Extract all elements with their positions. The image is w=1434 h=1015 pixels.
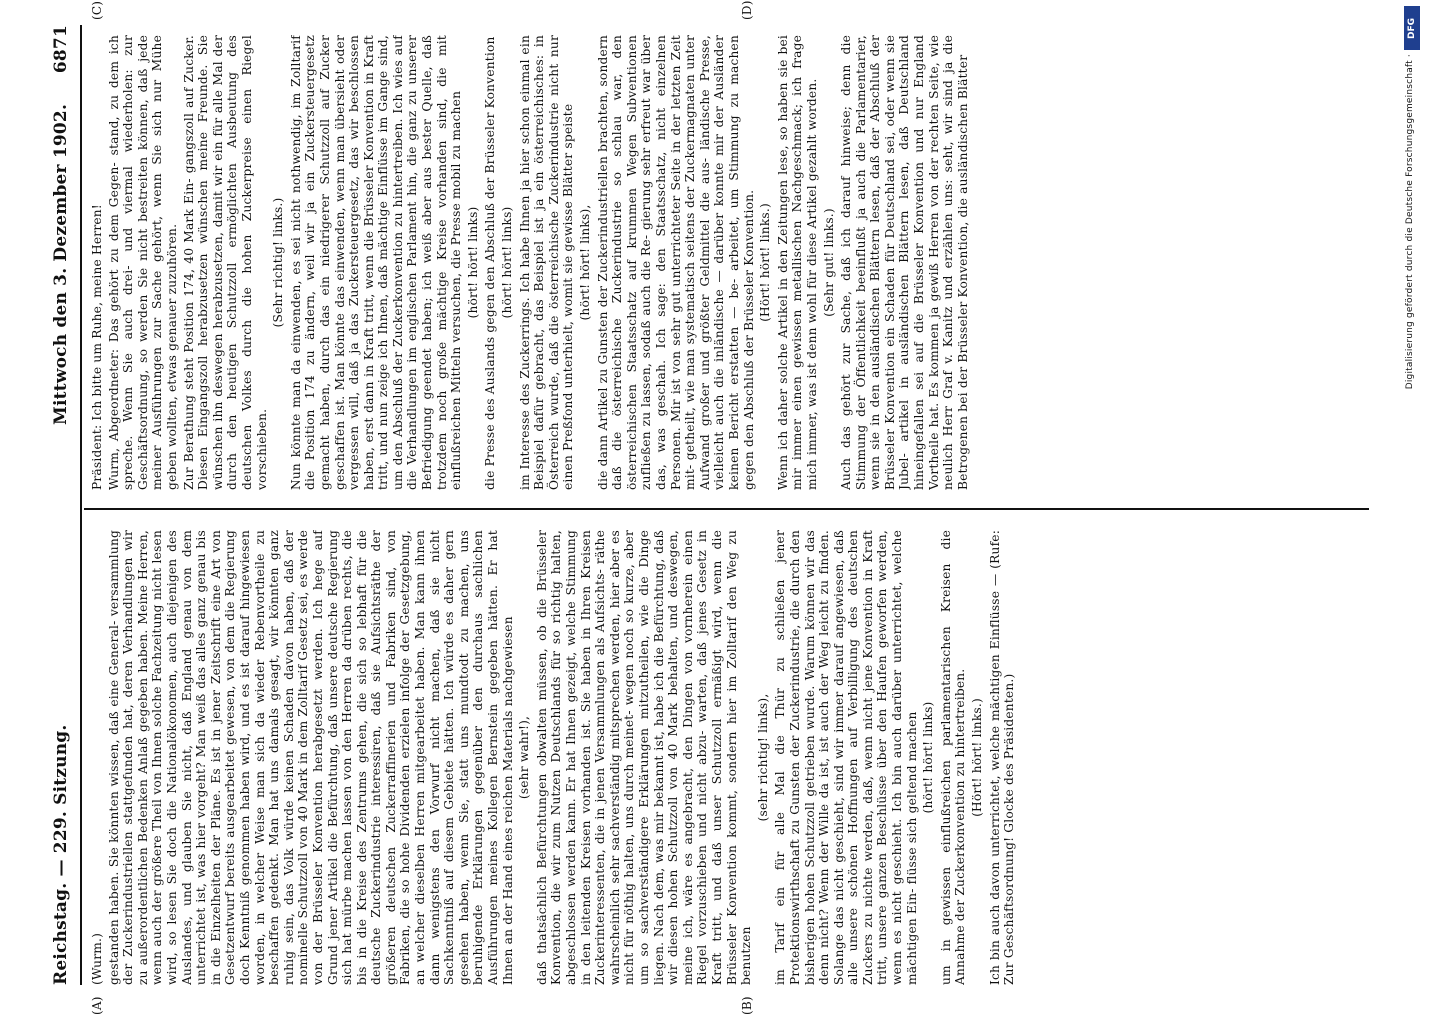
paragraph: Auch das gehört zur Sache, daß ich darauf hinweise; denn die Stimmung der Öffentlichkeit beeinflußt ja auch die Parlamentarier, wenn sie in den ausländischen Blättern lesen, daß der Abschluß der Brüsseler Konvention ein Schaden für Deutschland sei, oder wenn sie Jubel- artikel in ausländischen Blättern lesen, daß Deutschland hineingefallen sei auf die Brüsseler Konvention und nur England Vortheile hat. Es kommen ja gewiß Herren von der rechten Seite, wie neulich Herr Graf v. Kanitz und erzählen uns: seht, wir sind ja die Betrogenen bei der Brüsseler Konvention, die ausländischen Blätter [839,35,970,490]
margin-marker-b: (B) [740,996,754,1015]
paragraph: Ich bin auch davon unterrichtet, welche mächtigen Einflüsse — (Rufe: Zur Geschäftsordnung! Glocke des Präsidenten.) [987,530,1017,985]
digitization-credit: Digitalisierung gefördert durch die Deutsche Forschungsgemeinschaft · [1405,54,1415,390]
interjection: (Hört! hört! links.) [970,698,985,817]
header-date: Mittwoch den 3. Dezember 1902. [51,103,71,425]
digitization-sidebar [1404,6,1428,996]
paragraph: um in gewissen einflußreichen parlamentarischen Kreisen die Annahme der Zuckerkonvention zu hintertreiben. [938,530,968,985]
interjection: (Hört! hört! links.) [758,203,773,322]
header-session: Reichstag. — 229. Sitzung. [51,724,71,985]
right-column [90,35,1360,490]
paragraph: Nun könnte man da einwenden, es sei nicht nothwendig, im Zolltarif die Position 174 zu ändern, weil wir ja ein Zuckersteuergesetz gemacht haben, durch das ein niedrigerer Schutzzoll auf Zucker geschaffen ist. Man könnte das einwenden, wenn man übersieht oder vergessen will, daß ja das Zuckersteuergesetz, das wir beschlossen haben, erst dann in Kraft tritt, wenn die Brüsseler Konvention in Kraft tritt, und nun zeige ich Ihnen, daß mächtige Einflüsse im Gange sind, um den Abschluß der Zuckerkonvention zu hintertreiben. Ich wies auf die Verhandlungen im englischen Parlament hin, die ganz zu unserer Befriedigung geendet haben; ich weiß aber aus bester Quelle, daß trotzdem noch große mächtige Kreise vorhanden sind, die mit einflußreichen Mitteln versuchen, die Presse mobil zu machen [288,35,464,490]
page-number: 6871 [51,25,71,74]
interjection: (hört! hört! links) [500,206,515,319]
paragraph: die dann Artikel zu Gunsten der Zuckerindustriellen brachten, sondern daß die österreichische Zuckerindustrie so schlau war, den österreichischen Staatsschatz auf krummen Wegen Subventionen zufließen zu lassen, sodaß auch die Re- gierung sehr erfreut war über das, was geschah. Ich sage: den Staatsschatz, nicht einzelnen Personen. Mir ist von sehr gut unterrichteter Seite in der letzten Zeit mit- getheilt, wie man systematisch seitens der Zuckermagnaten unter Aufwand großer und größter Geldmittel die aus- ländische Presse, vielleicht auch die inländische — darüber konnte mir der Ausländer keinen Bericht erstatten — be- arbeitet, um Stimmung zu machen gegen den Abschluß der Brüsseler Konvention. [595,35,756,490]
interjection: (sehr wahr!), [517,715,532,800]
margin-marker-d: (D) [740,0,754,20]
dfg-logo-icon: DFG [1404,6,1420,50]
paragraph: Präsident: Ich bitte um Ruhe, meine Herren! [90,204,104,490]
paragraph: Zur Berathung steht Position 174, 40 Mark Ein- gangszoll auf Zucker. Diesen Eingangszoll herabzusetzen wünschen meine Freunde. Sie wünschen ihn deswegen herabzusetzen, damit wir ein für alle Mal der durch den heutigen Schutzzoll ermöglichten Ausbeutung des deutschen Volkes durch die hohen Zuckerpreise einen Riegel vorschieben. [181,35,269,490]
paragraph: gestanden haben. Sie könnten wissen, daß eine General- versammlung der Zuckerindustriellen stattgefunden hat, deren Verhandlungen wir zu außerordentlichen Bedenken Anlaß gegeben haben. Meine Herren, wenn auch der größere Theil von Ihnen solche Fachzeitung nicht lesen wird, so lesen Sie doch die Nationalökonomen, auch diejenigen des Auslandes, und glauben Sie nicht, daß England genau von dem unterrichtet ist, was hier vorgeht? Man weiß das alles ganz genau bis in die Einzelheiten der Pläne. Es ist in jener Zeitschrift eine Art von Gesetzentwurf bereits ausgearbeitet gewesen, von dem die Regierung doch Kenntniß genommen haben wird, und es ist darauf hingewiesen worden, in welcher Weise man sich da wieder Rebenvortheile zu beschaffen gedenkt. Man hat uns damals gesagt, wir könnten ganz ruhig sein, das Volk würde keinen Schaden davon haben, daß der nominelle Schutzzoll von 40 Mark in dem Zolltarif Gesetz sei, es werde von der Brüsseler Konvention herabgesetzt werden. Ich hege auf Grund jener Artikel die Befürchtung, daß unsere deutsche Regierung sich hat mürbe machen lassen von den Herren da drüben rechts, die bis in die Kreise des Zentrums gehen, die sich so lebhaft für die deutsche Zuckerindustrie interessiren, daß sie Aufsichtsräthe der größeren deutschen Zuckerraffinerien und Fabriken sind, von Fabriken, die so hohe Dividenden erzielen infolge der Gesetzgebung, an welcher dieselben Herren mitgearbeitet haben. Man kann ihnen dann wenigstens den Vorwurf nicht machen, daß sie nicht Sachkenntniß auf diesem Gebiete hätten. Ich würde es daher gern gesehen haben, wenn Sie, statt uns mundtodt zu machen, uns beruhigende Erklärungen gegenüber den durchaus sachlichen Ausführungen meines Kollegen Bernstein gegeben hätten. Er hat Ihnen an der Hand eines reichen Materials nachgewiesen [106,530,515,985]
interjection: (Sehr richtig! links.) [271,197,286,328]
column-divider [84,508,1369,510]
paragraph: die Presse des Auslands gegen den Abschluß der Brüsseler Konvention [483,36,498,490]
paragraph: im Tarif ein für alle Mal die Thür zu schließen jener Protektionswirthschaft zu Gunsten der Zuckerindustrie, die durch den bisherigen hohen Schutzzoll getrieben wurde. Warum können wir das denn nicht? Wenn der Wille da ist, ist auch der Weg leicht zu finden. Solange das nicht geschieht, sind wir immer darauf angewiesen, daß alle unsere schönen Hoffnungen auf Verbilligung des deutschen Zuckers zu nichte werden, daß, wenn nicht jene Konvention in Kraft tritt, unsere ganzen Beschlüsse über den Haufen geworfen werden, wenn es nicht geschieht. Ich bin auch darüber unterrichtet, welche mächtigen Ein- flüsse sich geltend machen [773,530,919,985]
margin-marker-c: (C) [90,0,104,20]
left-column [90,530,1360,985]
interjection: (Sehr gut! links.) [821,208,836,317]
paragraph: Wurm, Abgeordneter: Das gehört zu dem Gegen- stand, zu dem ich spreche. Wenn Sie auch drei- und viermal wiederholen: zur Geschäftsordnung, so werden Sie nicht bestreiten können, daß jede meiner Ausführungen zur Sache gehört, wenn Sie sich nur Mühe geben wollten, etwas genauer zuzuhören. [106,35,179,490]
newspaper-page [50,0,1380,1015]
paragraph: daß thatsächlich Befürchtungen obwalten müssen, ob die Brüsseler Konvention, die wir zum Nutzen Deutschlands für so richtig halten, abgeschlossen werden kann. Er hat Ihnen gezeigt, welche Stimmung in den leitenden Kreisen vorhanden ist. Sie haben in Ihren Kreisen Zuckerinteressenten, die in jenen Versammlungen als Aufsichts- räthe wahrscheinlich sehr sachverständig mitsprechen werden, hier aber es nicht für nöthig halten, uns durch meinet- wegen noch so kurze, aber um so sachverständigere Erklärungen mitzutheilen, wie die Dinge liegen. Nach dem, was mir bekannt ist, habe ich die Befürchtung, daß wir diesen hohen Schutzzoll von 40 Mark behalten, und deswegen, meine ich, wäre es angebracht, den Dingen von vornherein einen Riegel vorzuschieben und nicht abzu- warten, daß jenes Gesetz in Kraft tritt, und daß unser Schutzzoll ermäßigt wird, wenn die Brüsseler Konvention kommt, sondern hier im Zolltarif den Weg zu benutzen [534,530,754,985]
interjection: (hört! hört! links), [578,204,592,321]
paragraph: (Wurm.) [90,932,104,985]
interjection: (hört! hört! links) [921,701,936,814]
page-header [50,25,82,985]
interjection: (sehr richtig! links), [755,693,770,822]
paragraph: im Interesse des Zuckerrings. Ich habe Ihnen ja hier schon einmal ein Beispiel dafür gebracht, das Beispiel ist ja ein österreichisches: in Österreich wurde, daß die österreichische Zuckerindustrie nicht nur einen Preßfond unterhielt, womit sie gewisse Blätter speiste [517,35,576,490]
margin-marker-a: (A) [90,996,104,1015]
interjection: (hört! hört! links) [465,206,480,319]
paragraph: Wenn ich daher solche Artikel in den Zeitungen lese, so haben sie bei mir immer einen gewissen metallischen Nachgeschmack; ich frage mich immer, was ist denn wohl für diese Artikel gezahlt worden. [775,35,819,490]
